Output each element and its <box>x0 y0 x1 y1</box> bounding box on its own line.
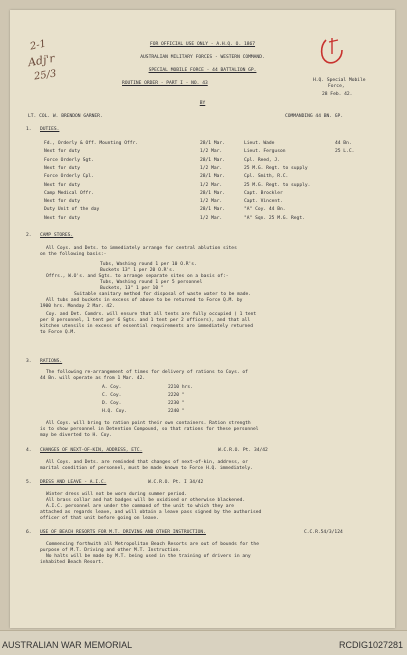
duty-label: Fd., Orderly & Off. Mounting Offr. <box>44 141 139 146</box>
duty-label: Next for duty <box>44 149 80 155</box>
duty-date: 28/1 Mar. <box>200 141 225 146</box>
duty-assignee: Lieut. Ferguson <box>244 149 286 155</box>
camp-stores-line: Tubs, Washing round 1 per 5 personnel <box>100 280 203 285</box>
camp-stores-line: Tubs, Washing round 1 per 10 O.R's. <box>100 262 197 267</box>
archive-footer <box>0 630 407 655</box>
section-2-title: CAMP STORES. <box>40 233 74 238</box>
section-6-line-1: Commencing forthwith all Metropolitan Beach Resorts are out of bounds for the <box>46 542 259 547</box>
ration-coy: D. Coy. <box>102 401 122 406</box>
camp-stores-line: Buckets 13" 1 per 20 O.R's. <box>100 268 175 273</box>
rations-intro-2: 44 Bn. will operate as from 1 Mar. 42. <box>40 376 146 381</box>
camp-stores-line: All tubs and buckets in excess of above to be returned to Force Q.M. by <box>46 298 243 303</box>
section-5-line-2: All brass collar and hat badges will be oxidised or otherwise blackened. <box>46 498 246 503</box>
duty-date: 1/2 Mar. <box>200 215 223 221</box>
duty-label: Next for duty <box>44 182 80 188</box>
rations-outro-1: All Coys. will bring to ration point their own containers. Ration strength <box>46 421 251 426</box>
section-6-line-4: inhabited Beach Resort. <box>40 560 104 565</box>
section-3-number: 3. <box>26 359 32 364</box>
duty-label: Next for duty <box>44 215 80 221</box>
ration-coy: C. Coy. <box>102 393 122 398</box>
ration-coy: A. Coy. <box>102 385 122 390</box>
camp-stores-line: to Force Q.M. <box>40 330 76 335</box>
section-1-title: DUTIES. <box>40 127 60 132</box>
section-4-line-1: All Coys. and Dets. are reminded that changes of next-of-kin, address, or <box>46 460 248 465</box>
duty-label: Force Orderly Cpl. <box>44 174 94 180</box>
hq-date: 28 Feb. 42. <box>322 92 353 97</box>
handwritten-note-1: 2-1 <box>29 38 48 53</box>
security-header: FOR OFFICIAL USE ONLY - A.H.Q. O. 1867 <box>149 42 256 47</box>
duty-assignee: Lieut. Wade <box>244 141 275 146</box>
red-pencil-mark-icon <box>318 34 348 68</box>
rations-intro-1: The following re-arrangement of times for delivery of rations to Coys. of <box>46 370 248 375</box>
section-5-number: 5. <box>26 480 32 485</box>
duty-assignee: 25 M.G. Regt. to supply. <box>244 182 311 188</box>
hq-line-1: H.Q. Special Mobile <box>313 78 366 83</box>
duty-date: 28/1 Mar. <box>200 190 225 196</box>
ration-time: 2210 hrs. <box>168 385 193 390</box>
duty-assignee: 25 M.G. Regt. to supply <box>244 165 308 171</box>
section-4-ref: W.C.R.O. Pt. 34/42 <box>218 448 268 453</box>
duty-date: 28/1 Mar. <box>200 174 225 180</box>
camp-stores-line: Offrs., W.O's. and Sgts. to arrange separate sites on a basis of:- <box>46 274 229 279</box>
force-header: SPECIAL MOBILE FORCE - 44 BATTALION GP. <box>148 68 257 73</box>
section-5-line-1: Winter dress will not be worn during summer period. <box>46 492 188 497</box>
duty-label: Force Orderly Sgt. <box>44 157 94 163</box>
section-4-number: 4. <box>26 448 32 453</box>
duty-date: 28/1 Mar. <box>200 157 225 163</box>
section-5-title: DRESS AND LEAVE - A.I.C. <box>40 480 107 485</box>
camp-stores-line: per 8 personnel, 1 tent per 6 Sgts. and 1 tent per 2 officers), and that all <box>40 318 251 323</box>
duty-assignee: Capt. Brockler <box>244 190 283 196</box>
camp-stores-line: Buckets, 13" 1 per 10 " <box>100 286 164 291</box>
section-6-number: 6. <box>26 530 32 535</box>
section-4-title: CHANGES OF NEXT-OF-KIN, ADDRESS, ETC. <box>40 448 143 453</box>
duty-unit: 44 Bn. <box>335 141 352 146</box>
camp-stores-line: 1900 hrs. Monday 2 Mar. 42. <box>40 304 115 309</box>
camp-stores-line: on the following basis:- <box>40 252 107 257</box>
command-header: AUSTRALIAN MILITARY FORCES - WESTERN COMMAND. <box>140 55 265 60</box>
rations-outro-2: is to show personnel in Detention Compound, so that rations for these personnel <box>40 427 259 432</box>
duty-date: 1/2 Mar. <box>200 149 223 155</box>
duty-label: Camp Medical Offr. <box>44 190 94 196</box>
section-4-line-2: marital condition of personnel, must be made known to Force H.Q. immediately. <box>40 466 253 471</box>
duty-date: 1/2 Mar. <box>200 165 223 171</box>
section-6-line-3: No halts will be made by M.T. being used in the training of drivers in any <box>46 554 251 559</box>
ration-time: 2230 " <box>168 401 185 406</box>
section-5-line-4: attached as regards leave, and will obtain a leave pass signed by the authorised <box>40 510 262 515</box>
camp-stores-line: kitchen utensils in excess of essential requirements are immediately returned <box>40 324 253 329</box>
duty-assignee: Cpl. Smith, R.C. <box>244 174 289 180</box>
duty-label: Duty Unit of the day <box>44 207 100 213</box>
section-3-title: RATIONS. <box>40 359 63 364</box>
footer-catalogue-id: RCDIG1027281 <box>338 640 403 650</box>
ration-time: 2220 " <box>168 393 185 398</box>
commanding-label: COMMANDING 44 BN. GP. <box>285 114 344 119</box>
section-6-ref: C.C.R.54/3/124 <box>304 530 343 535</box>
duty-label: Next for duty <box>44 165 80 171</box>
duty-date: 1/2 Mar. <box>200 182 223 188</box>
duty-assignee: Capt. Vincent. <box>244 199 283 205</box>
duty-assignee: "A" Coy. 44 Bn. <box>244 207 286 213</box>
hq-line-2: Force, <box>328 84 345 89</box>
section-1-number: 1. <box>26 127 32 132</box>
section-6-line-2: purpose of M.T. Driving and other M.T. Instruction. <box>40 548 182 553</box>
section-5-line-5: officer of that unit before going on leave. <box>40 516 159 521</box>
camp-stores-line: Coy. and Det. Comdrs. will ensure that all tents are fully occupied ( 1 tent <box>46 312 257 317</box>
duty-label: Next for duty <box>44 199 80 205</box>
duty-date: 1/2 Mar. <box>200 199 223 205</box>
ration-coy: H.Q. Coy. <box>102 409 127 414</box>
document-page <box>10 10 395 628</box>
ration-time: 2240 " <box>168 409 185 414</box>
camp-stores-line: All Coys. and Dets. to immediately arrange for central ablution sites <box>46 246 237 251</box>
handwritten-note-2: Adj'r <box>27 51 56 70</box>
duty-date: 28/1 Mar. <box>200 207 225 213</box>
order-title: ROUTINE ORDER - PART I - NO. 43 <box>122 81 208 86</box>
duty-assignee: Cpl. Reed, J. <box>244 157 280 163</box>
section-5-line-3: A.I.C. personnel are under the command of the unit to which they are <box>46 504 235 509</box>
handwritten-note-3: 25/3 <box>33 68 58 83</box>
officer-name: LT. COL. W. BRENDON GARNER. <box>28 114 103 119</box>
section-6-title: USE OF BEACH RESORTS FOR M.T. DRIVING AND OTHER INSTRUCTION. <box>40 530 206 535</box>
duty-assignee: "A" Sqn. 25 M.G. Regt. <box>244 215 305 221</box>
rations-outro-3: may be diverted to H. Coy. <box>40 433 112 438</box>
footer-archive-name: AUSTRALIAN WAR MEMORIAL <box>2 640 133 650</box>
section-2-number: 2. <box>26 233 32 238</box>
duty-unit: 25 L.C. <box>335 149 355 155</box>
section-5-ref: W.C.R.O. Pt. I 34/42 <box>148 480 204 485</box>
camp-stores-line: Suitable sanitary method for disposal of waste water to be made. <box>74 292 252 297</box>
by-label: BY <box>199 101 206 106</box>
